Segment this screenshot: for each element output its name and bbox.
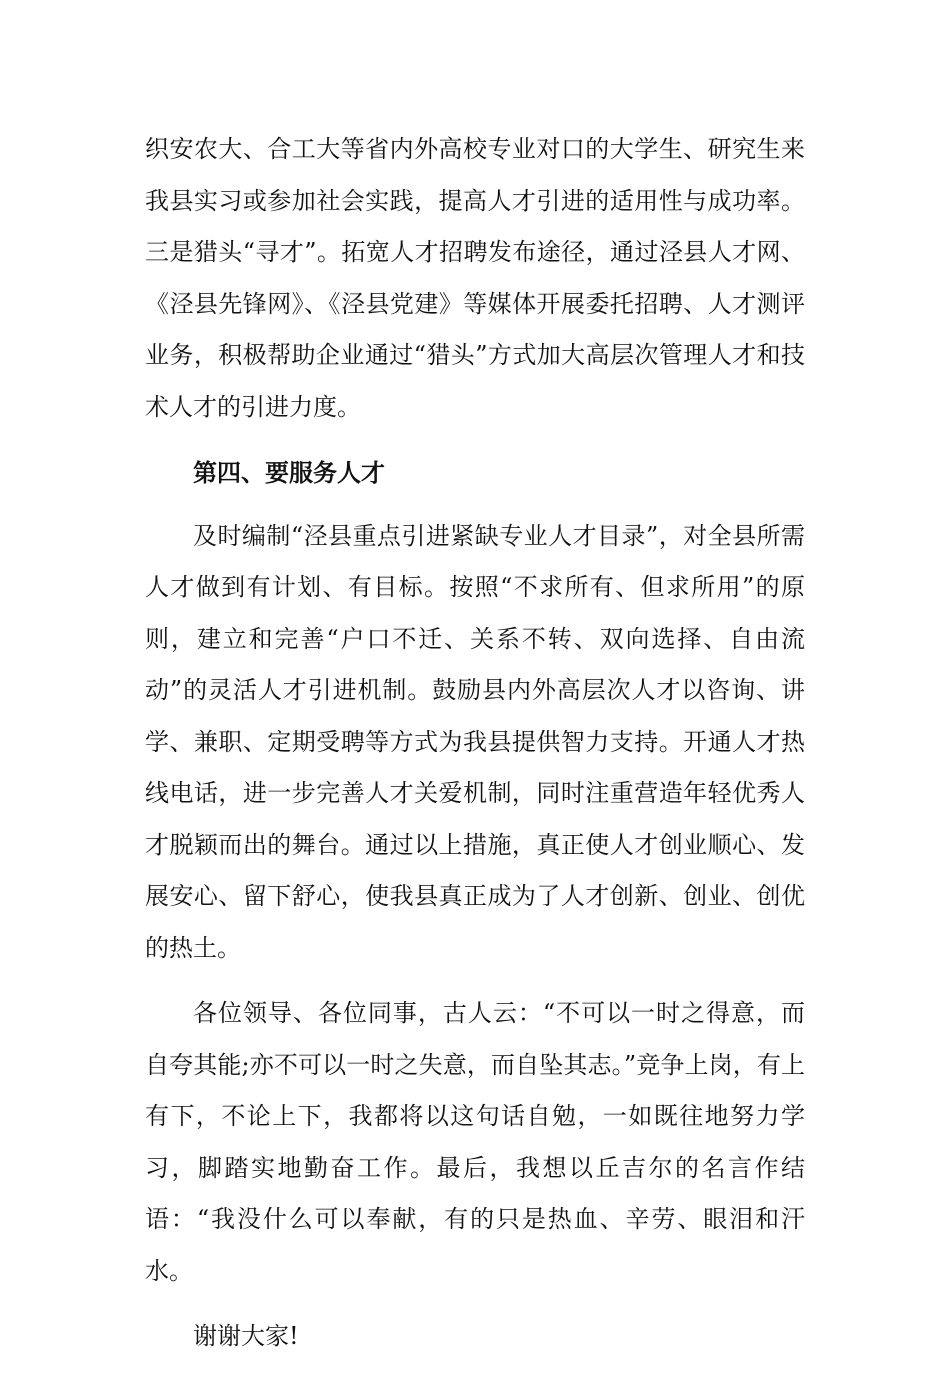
paragraph-talent-recruitment-continued: 织安农大、合工大等省内外高校专业对口的大学生、研究生来我县实习或参加社会实践，提高人才引进的适用性与成功率。三是猎头“寻才”。拓宽人才招聘发布途径，通过泾县人才网、《泾县先锋网》、《泾县党建》等媒体开展委托招聘、人才测评业务，积极帮助企业通过“猎头”方式加大高层次管理人才和技术人才的引进力度。	[145, 135, 805, 421]
document-body	[145, 124, 805, 1377]
paragraph-closing-remarks: 各位领导、各位同事，古人云：“不可以一时之得意，而自夸其能;亦不可以一时之失意，而自坠其志。”竞争上岗，有上有下，不论上下，我都将以这句话自勉，一如既往地努力学习，脚踏实地勤奋工作。最后，我想以丘吉尔的名言作结语：“我没什么可以奉献，有的只是热血、辛劳、眼泪和汗水。	[145, 999, 805, 1285]
paragraph-talent-service: 及时编制“泾县重点引进紧缺专业人才目录”，对全县所需人才做到有计划、有目标。按照“不求所有、但求所用”的原则，建立和完善“户口不迁、关系不转、双向选择、自由流动”的灵活人才引进机制。鼓励县内外高层次人才以咨询、讲学、兼职、定期受聘等方式为我县提供智力支持。开通人才热线电话，进一步完善人才关爱机制，同时注重营造年轻优秀人才脱颖而出的舞台。通过以上措施，真正使人才创业顺心、发展安心、留下舒心，使我县真正成为了人才创新、创业、创优的热土。	[145, 521, 805, 962]
section-heading-serve-talent: 第四、要服务人才	[193, 458, 385, 487]
paragraph-thanks: 谢谢大家!	[193, 1322, 299, 1350]
